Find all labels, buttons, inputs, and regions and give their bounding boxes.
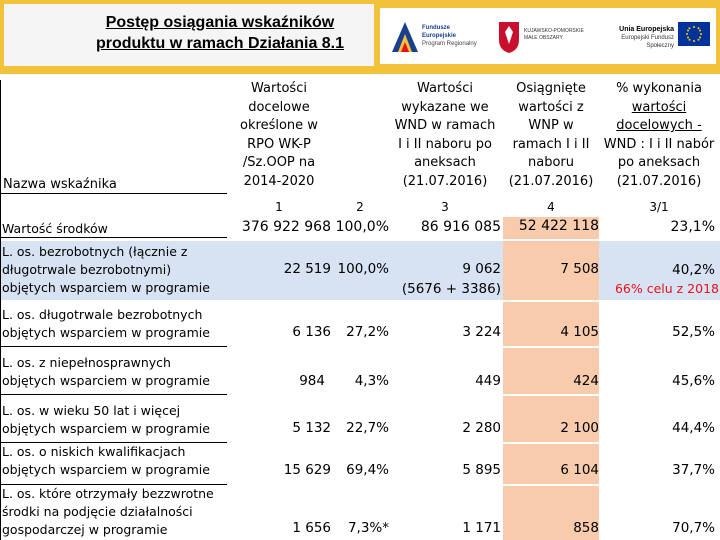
kp-line-2: MAŁE OBSZARY bbox=[524, 35, 563, 41]
page-title bbox=[0, 12, 440, 54]
value-target: 984 bbox=[299, 373, 325, 389]
label-line: gospodarczej w programie bbox=[2, 522, 168, 537]
fe-name-1: Fundusze bbox=[422, 25, 450, 31]
row-divider bbox=[1, 394, 227, 395]
value-achieved: 858 bbox=[573, 520, 599, 536]
row-label-grants bbox=[1, 485, 227, 539]
value-achieved: 2 100 bbox=[560, 420, 599, 436]
value-percent: 40,2% bbox=[672, 262, 715, 278]
row-label-low-qualifications bbox=[1, 443, 227, 479]
col-number-1: 1 bbox=[275, 200, 283, 214]
value-wnd: 9 062 bbox=[462, 261, 501, 277]
row-label-long-term-unemployed bbox=[1, 306, 227, 342]
value-share: 69,4% bbox=[346, 462, 389, 478]
eu-flag-icon bbox=[678, 22, 710, 46]
header-line: (21.07.2016) bbox=[508, 173, 594, 189]
value-share: 4,3% bbox=[354, 373, 389, 389]
value-target: 1 656 bbox=[292, 520, 331, 536]
value-percent: 45,6% bbox=[672, 373, 715, 389]
row-label-funds: Wartość środków bbox=[2, 221, 108, 236]
goal-note: 66% celu z 2018 bbox=[614, 281, 719, 296]
value-wnd: 2 280 bbox=[462, 420, 501, 436]
header-line: RPO WK-P bbox=[247, 136, 311, 152]
crest-icon bbox=[498, 20, 520, 54]
value-target: 5 132 bbox=[292, 420, 331, 436]
label-line: objętych wsparciem w programie bbox=[2, 462, 210, 477]
header-completion-percent bbox=[599, 80, 719, 191]
header-line: (21.07.2016) bbox=[616, 173, 702, 189]
eu-line-2: Europejski Fundusz Społeczny bbox=[621, 35, 674, 49]
row-divider bbox=[1, 346, 227, 347]
header-achieved-values bbox=[503, 80, 599, 191]
header-indicator-name: Nazwa wskaźnika bbox=[3, 177, 117, 192]
header-line: ramach I i II bbox=[512, 136, 590, 152]
value-achieved: 4 105 bbox=[560, 324, 599, 340]
header-wnd-values bbox=[389, 80, 501, 191]
header-line: naboru bbox=[528, 155, 574, 170]
kp-line-1: KUJAWSKO-POMORSKIE bbox=[524, 28, 584, 34]
value-share: 7,3%* bbox=[347, 520, 389, 536]
value-percent: 52,5% bbox=[672, 324, 715, 340]
label-line: objętych wsparciem w programie bbox=[2, 280, 210, 295]
header-line: docelowe bbox=[248, 99, 310, 115]
header-line: Osiągnięte bbox=[516, 81, 586, 96]
value-share: 27,2% bbox=[346, 324, 389, 340]
value-wnd: 1 171 bbox=[462, 520, 501, 536]
value-target: 6 136 bbox=[292, 324, 331, 340]
value-achieved: 52 422 118 bbox=[503, 217, 599, 239]
fundusze-europejskie-icon bbox=[392, 22, 418, 52]
col-number-2: 2 bbox=[356, 200, 364, 214]
col-number-3: 3 bbox=[441, 200, 449, 214]
value-share: 100,0% bbox=[337, 261, 389, 277]
header-line: (21.07.2016) bbox=[402, 173, 488, 189]
value-percent: 70,7% bbox=[672, 520, 715, 536]
label-line: L. os. o niskich kwalifikacjach bbox=[2, 444, 186, 459]
kujawsko-pomorskie-logo bbox=[498, 18, 588, 58]
label-line: L. os. bezrobotnych (łącznie z bbox=[2, 244, 188, 259]
header-line: określone w bbox=[240, 118, 318, 133]
col-number-4: 4 bbox=[547, 200, 555, 214]
value-percent: 37,7% bbox=[672, 462, 715, 478]
value-wnd: 3 224 bbox=[462, 324, 501, 340]
label-line: objętych wsparciem w programie bbox=[2, 373, 210, 388]
header-line: aneksach bbox=[414, 155, 476, 170]
title-line-2: produktu w ramach Działania 8.1 bbox=[95, 35, 345, 52]
header-line: docelowych - bbox=[616, 118, 702, 133]
header-line: WNP w bbox=[528, 118, 574, 133]
header-line: WND w ramach bbox=[394, 118, 496, 133]
header-line: % wykonania bbox=[616, 81, 702, 96]
value-achieved: 7 508 bbox=[560, 261, 599, 277]
row-label-unemployed bbox=[1, 243, 227, 297]
header-line: wykazane we bbox=[401, 99, 489, 115]
label-line: długotrwale bezrobotnymi) bbox=[2, 262, 172, 277]
logo-strip bbox=[380, 8, 716, 64]
header-line: Wartości bbox=[417, 81, 473, 96]
eu-logo bbox=[594, 18, 712, 58]
col-number-5: 3/1 bbox=[649, 200, 669, 214]
header-line: I i II naboru po bbox=[398, 136, 492, 152]
header-target-values bbox=[227, 80, 331, 191]
label-line: L. os. które otrzymały bezzwrotne bbox=[2, 486, 214, 501]
header-line: Wartości bbox=[251, 81, 307, 96]
value-wnd: 449 bbox=[475, 373, 501, 389]
value-target: 15 629 bbox=[283, 462, 331, 478]
header-line: wartości z bbox=[518, 99, 584, 115]
value-share: 22,7% bbox=[346, 420, 389, 436]
label-line: objętych wsparciem w programie bbox=[2, 421, 210, 436]
label-line: środki na podjęcie działalności bbox=[2, 504, 193, 519]
value-wnd: 5 895 bbox=[462, 462, 501, 478]
value-achieved: 6 104 bbox=[560, 462, 599, 478]
label-line: L. os. w wieku 50 lat i więcej bbox=[2, 403, 181, 418]
fundusze-europejskie-logo bbox=[392, 18, 492, 58]
header-divider bbox=[1, 193, 227, 194]
eu-line-1: Unia Europejska bbox=[619, 26, 674, 33]
header-line: wartości bbox=[631, 99, 687, 115]
fe-sub: Program Regionalny bbox=[422, 41, 477, 47]
label-line: L. os. długotrwale bezrobotnych bbox=[2, 307, 203, 322]
value-share: 100,0% bbox=[335, 219, 389, 235]
row-label-disabled bbox=[1, 354, 227, 390]
value-percent: 23,1% bbox=[670, 219, 715, 235]
value-target: 22 519 bbox=[283, 261, 331, 277]
header-line: po aneksach bbox=[617, 155, 701, 170]
header-line: /Sz.OOP na bbox=[242, 155, 316, 170]
fe-name-2: Europejskie bbox=[422, 33, 457, 39]
value-achieved: 424 bbox=[573, 373, 599, 389]
value-wnd-breakdown: (5676 + 3386) bbox=[401, 281, 501, 297]
label-line: L. os. z niepełnosprawnych bbox=[2, 355, 171, 370]
indicator-table bbox=[0, 80, 720, 540]
label-line: objętych wsparciem w programie bbox=[2, 325, 210, 340]
title-line-1: Postęp osiągania wskaźników bbox=[105, 14, 335, 31]
row-label-age-50 bbox=[1, 402, 227, 438]
value-percent: 44,4% bbox=[672, 420, 715, 436]
header-line: WND : I i II nabór bbox=[603, 136, 715, 152]
value-target: 376 922 968 bbox=[241, 219, 331, 235]
header-line: 2014-2020 bbox=[243, 173, 315, 189]
value-wnd: 86 916 085 bbox=[420, 219, 501, 235]
